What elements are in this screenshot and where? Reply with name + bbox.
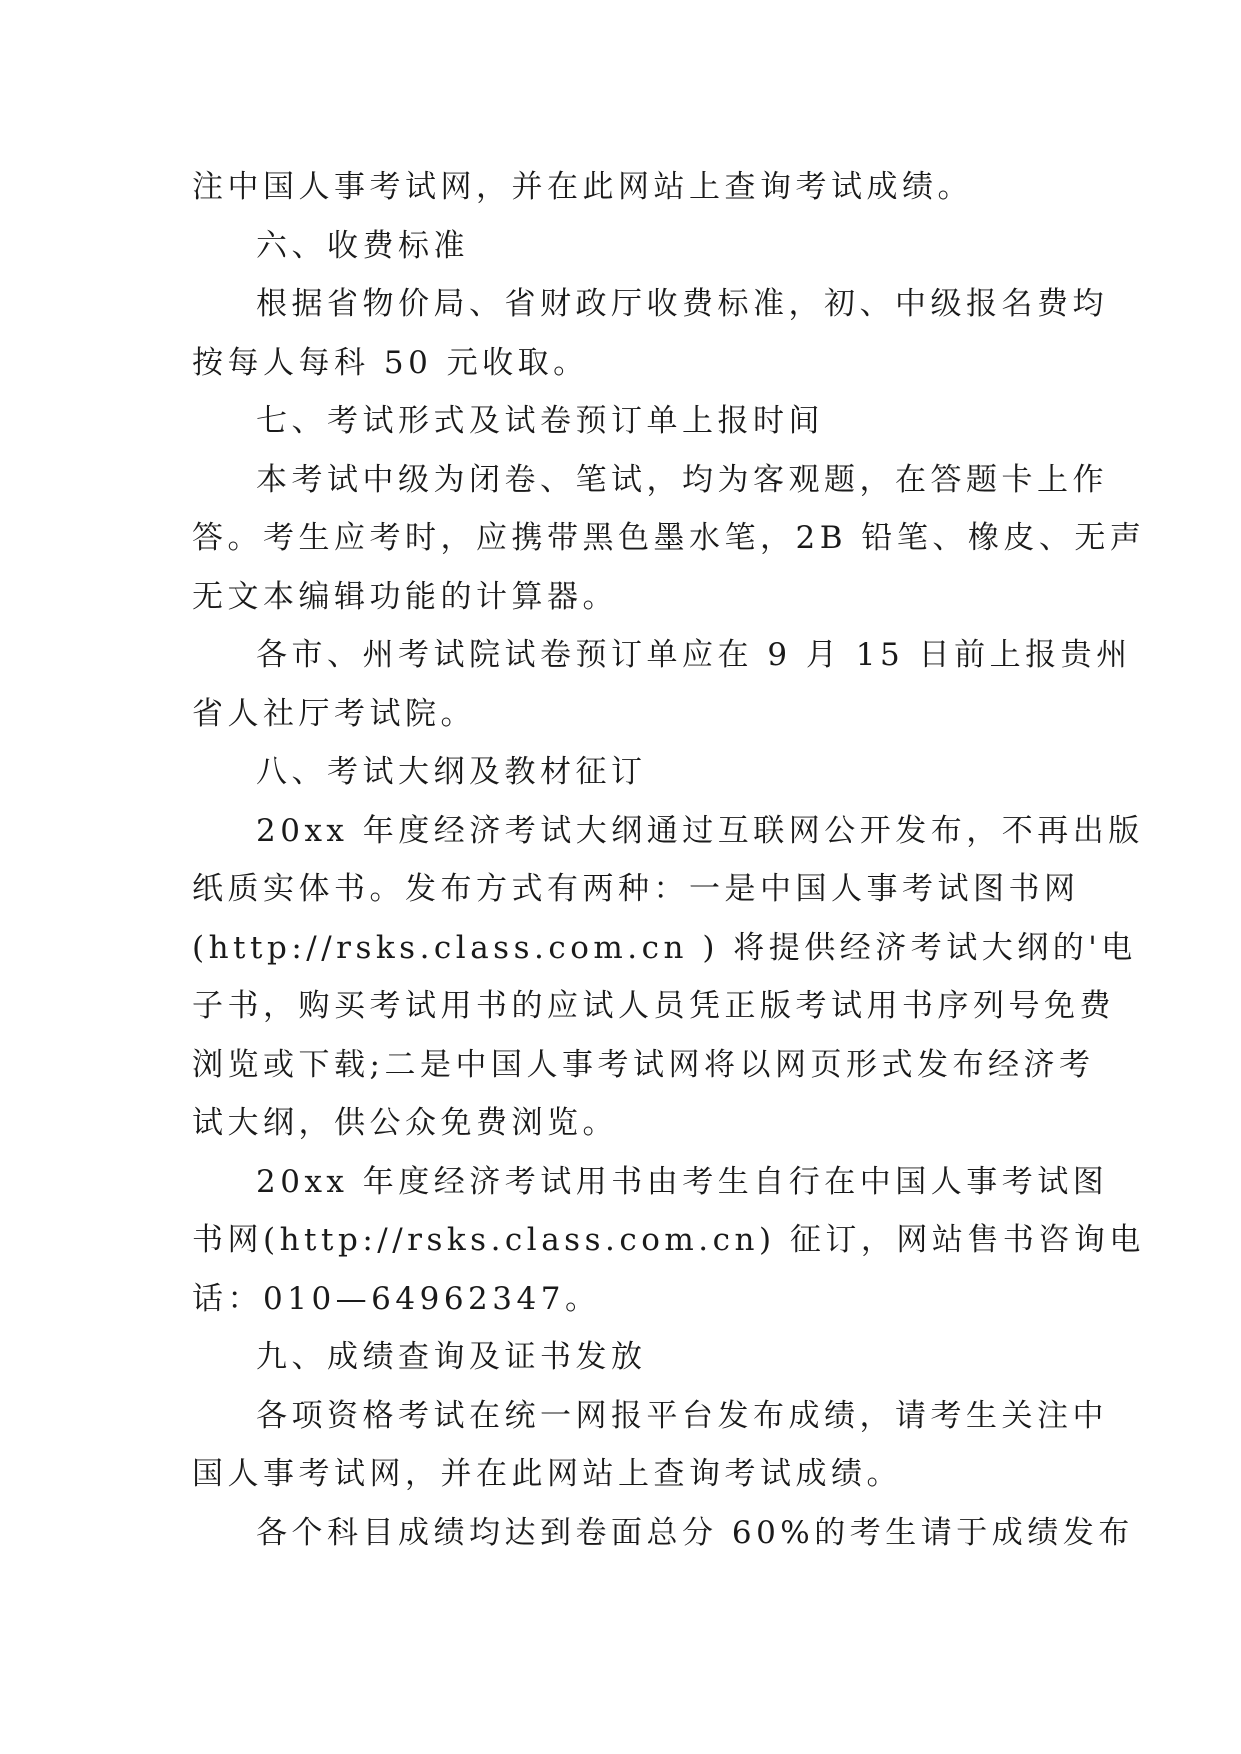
section-heading xyxy=(192,743,1054,802)
section-heading xyxy=(192,1328,1054,1387)
text-line: 注中国人事考试网，并在此网站上查询考试成绩。 xyxy=(192,169,973,205)
text-line: 浏览或下载;二是中国人事考试网将以网页形式发布经济考 xyxy=(192,1046,1095,1083)
text-line: 各项资格考试在统一网报平台发布成绩，请考生关注中 xyxy=(256,1397,1108,1434)
text-line: 子书，购买考试用书的应试人员凭正版考试用书序列号免费 xyxy=(192,988,1115,1024)
text-line: 八、考试大纲及教材征订 xyxy=(256,754,647,790)
body-paragraph xyxy=(192,275,1108,392)
text-line: 话：010—64962347。 xyxy=(192,1280,601,1317)
text-line: 答。考生应考时，应携带黑色墨水笔，2B 铅笔、橡皮、无声 xyxy=(192,520,1146,556)
section-heading xyxy=(192,392,1054,451)
text-line: 20xx 年度经济考试用书由考生自行在中国人事考试图 xyxy=(256,1163,1109,1200)
body-paragraph xyxy=(192,1387,1108,1504)
body-paragraph xyxy=(192,451,1146,627)
body-paragraph xyxy=(192,1153,1145,1329)
text-line: 纸质实体书。发布方式有两种：一是中国人事考试图书网 xyxy=(192,871,1080,907)
text-line: 试大纲，供公众免费浏览。 xyxy=(192,1105,618,1141)
text-line: 九、成绩查询及证书发放 xyxy=(256,1339,647,1375)
text-line: (http://rsks.class.com.cn ) 将提供经济考试大纲的'电 xyxy=(192,929,1137,966)
text-line: 本考试中级为闭卷、笔试，均为客观题，在答题卡上作 xyxy=(256,461,1108,498)
text-line: 国人事考试网，并在此网站上查询考试成绩。 xyxy=(192,1456,902,1492)
text-line: 各个科目成绩均达到卷面总分 60%的考生请于成绩发布 xyxy=(256,1514,1134,1551)
document-body xyxy=(192,158,1146,1562)
text-line: 无文本编辑功能的计算器。 xyxy=(192,578,618,615)
document-page xyxy=(192,158,1146,1562)
section-heading xyxy=(192,217,1054,276)
body-paragraph xyxy=(192,158,1054,217)
text-line: 按每人每科 50 元收取。 xyxy=(192,344,589,381)
text-line: 六、收费标准 xyxy=(256,227,469,264)
text-line: 省人社厅考试院。 xyxy=(192,695,476,732)
body-paragraph xyxy=(192,626,1132,743)
body-paragraph xyxy=(192,1504,1134,1563)
text-line: 根据省物价局、省财政厅收费标准，初、中级报名费均 xyxy=(256,286,1108,322)
text-line: 各市、州考试院试卷预订单应在 9 月 15 日前上报贵州 xyxy=(256,637,1132,673)
text-line: 七、考试形式及试卷预订单上报时间 xyxy=(256,403,824,439)
text-line: 20xx 年度经济考试大纲通过互联网公开发布，不再出版 xyxy=(256,812,1144,849)
text-line: 书网(http://rsks.class.com.cn) 征订，网站售书咨询电 xyxy=(192,1222,1145,1258)
body-paragraph xyxy=(192,802,1144,1153)
